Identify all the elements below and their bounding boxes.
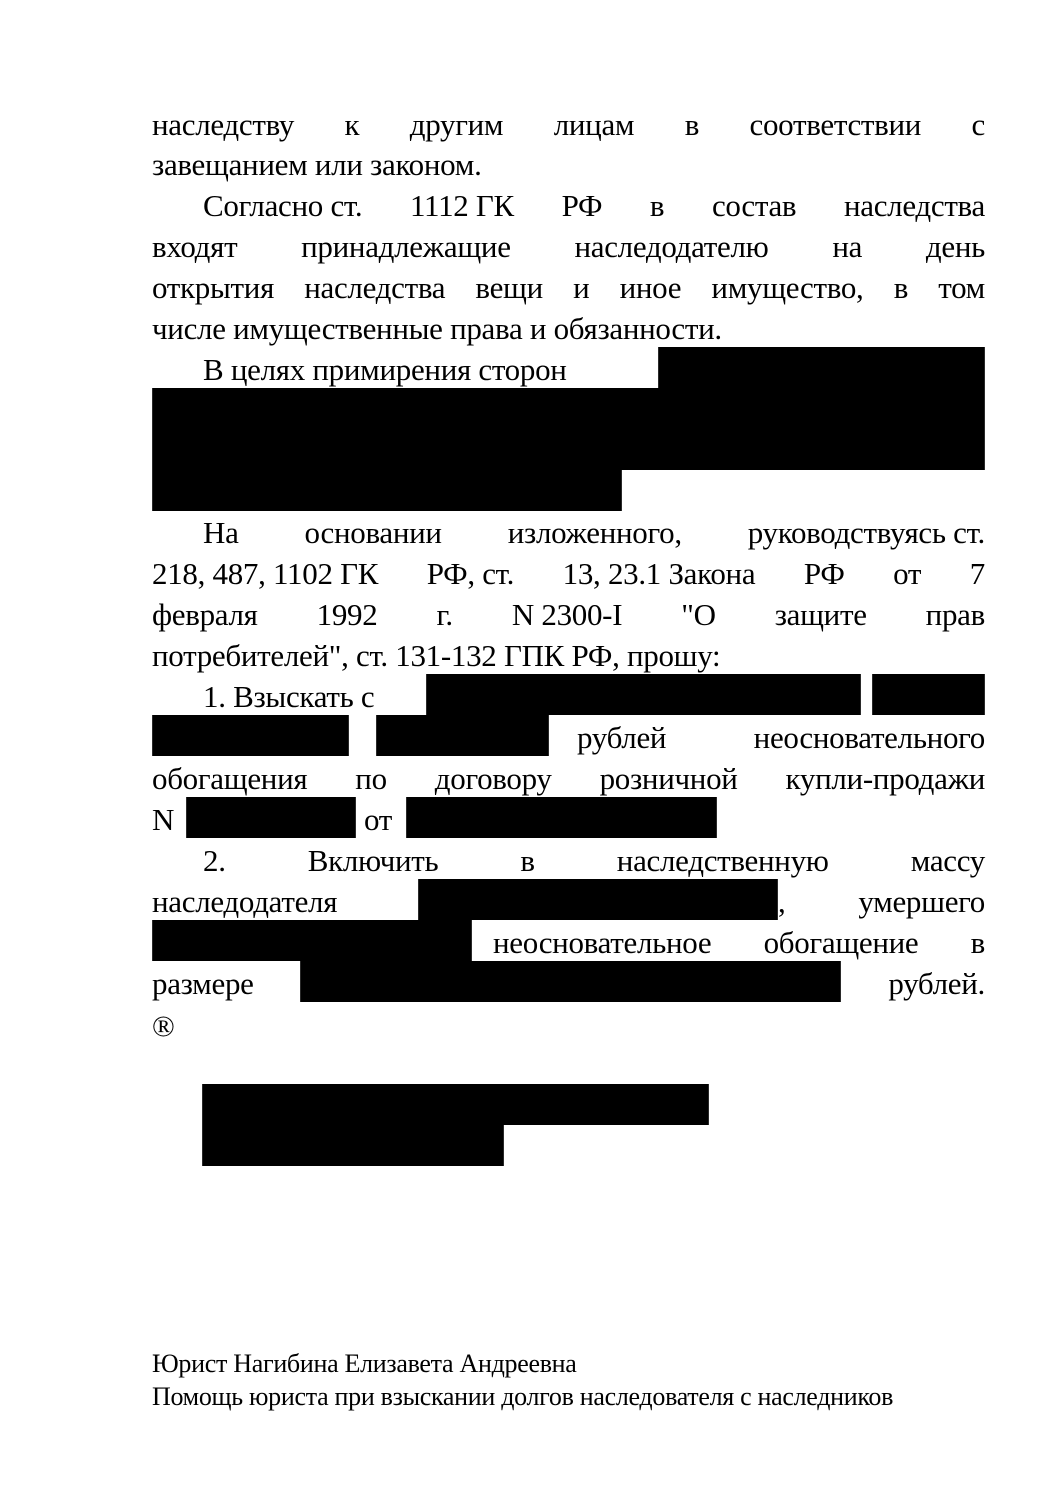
p4-line4: потребителей", ст. 131-132 ГПК РФ, прошу: [152, 638, 721, 673]
word: другим [409, 107, 504, 142]
word: обогащения [152, 761, 308, 796]
item2-line2-left: наследодателя [152, 884, 338, 919]
word: основании [304, 515, 442, 550]
word: наследственную [616, 843, 829, 878]
word: N 2300-I [511, 597, 623, 632]
registered-mark: ® [152, 1010, 175, 1043]
word: 1992 [316, 597, 378, 632]
redaction-block [152, 470, 622, 511]
word: 13, 23.1 Закона [562, 556, 756, 591]
word: принадлежащие [301, 229, 511, 264]
redaction-block [202, 1125, 504, 1166]
item2-line2-comma: , [778, 884, 786, 919]
word: Включить [307, 843, 439, 878]
word: массу [910, 843, 985, 878]
item2-line2-right: умершего [858, 884, 985, 919]
redaction-block [152, 429, 985, 470]
p2-line2 [152, 227, 985, 267]
p4-line1 [203, 513, 985, 553]
word: договору [434, 761, 552, 796]
redaction-block [202, 1084, 709, 1125]
word: 1112 ГК [409, 188, 514, 223]
redaction-block [658, 347, 985, 388]
word: Согласно ст. [203, 188, 363, 223]
word: На [203, 515, 239, 550]
word: состав [711, 188, 797, 223]
redaction-block [426, 674, 861, 715]
word: 2. [203, 843, 226, 878]
item2-line4-left: размере [152, 966, 254, 1001]
redaction-block [872, 674, 985, 715]
word: с [971, 107, 985, 142]
word: от [893, 556, 922, 591]
word: 218, 487, 1102 ГК [152, 556, 379, 591]
redaction-block [418, 879, 778, 920]
redaction-block [406, 797, 717, 838]
p1-line1 [152, 105, 985, 145]
word: купли-продажи [785, 761, 985, 796]
p3-line1: В целях примирения сторон [203, 352, 567, 387]
word: на [832, 229, 863, 264]
word: "О [681, 597, 716, 632]
word: в [520, 843, 535, 878]
word: 7 [969, 556, 985, 591]
redaction-block [152, 388, 985, 429]
word: розничной [599, 761, 738, 796]
word: изложенного, [507, 515, 682, 550]
p2-line3: открытия наследства вещи и иное имущество, в том [152, 270, 985, 305]
word: защите [774, 597, 867, 632]
word: к [344, 107, 360, 142]
word: г. [436, 597, 453, 632]
word: РФ, ст. [426, 556, 515, 591]
word: входят [152, 229, 238, 264]
word: РФ [803, 556, 845, 591]
item1-line4-n: N [152, 802, 175, 837]
word: прав [925, 597, 985, 632]
item2-line1 [203, 841, 985, 881]
item1-line1: 1. Взыскать с [203, 679, 375, 714]
word: соответствии [749, 107, 922, 142]
p2-line4: числе имущественные права и обязанности. [152, 311, 722, 346]
word: наследодателю [574, 229, 769, 264]
redaction-block [300, 961, 841, 1002]
word: по [355, 761, 387, 796]
p4-line3 [152, 595, 985, 635]
footer-author: Юрист Нагибина Елизавета Андреевна [152, 1349, 577, 1378]
item2-line4-right: рублей. [888, 966, 985, 1001]
p2-line1 [203, 186, 985, 226]
word: в [684, 107, 700, 142]
redaction-block [376, 715, 549, 756]
item1-line4-from: от [364, 802, 393, 837]
redaction-block [152, 715, 349, 756]
p1-line2: завещанием или законом. [152, 147, 482, 182]
word: наследству [152, 107, 295, 142]
item1-line2-text: рублей неосновательного [577, 720, 985, 755]
word: день [925, 229, 985, 264]
redaction-block [186, 797, 356, 838]
p4-line2 [152, 554, 985, 594]
word: в [649, 188, 665, 223]
word: руководствуясь ст. [747, 515, 985, 550]
word: наследства [843, 188, 985, 223]
footer-tagline: Помощь юриста при взыскании долгов наследователя с наследников [152, 1382, 894, 1411]
word: февраля [152, 597, 258, 632]
word: РФ [561, 188, 603, 223]
redaction-block [152, 920, 472, 961]
item1-line3 [152, 759, 985, 799]
item2-line3-text: неосновательное обогащение в [493, 925, 985, 960]
word: лицам [553, 107, 635, 142]
